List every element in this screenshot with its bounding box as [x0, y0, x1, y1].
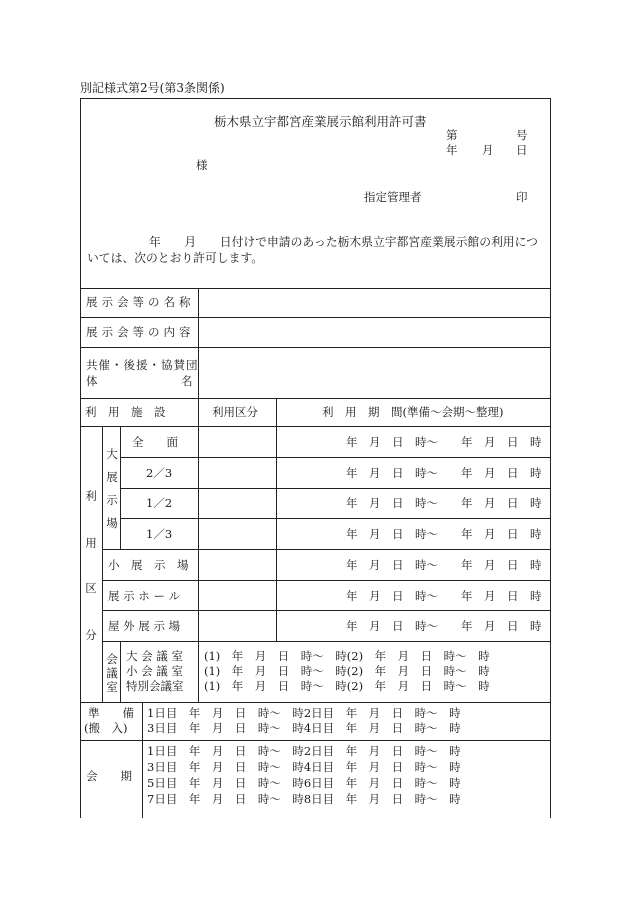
meeting-room-char-3: 室	[106, 680, 118, 694]
period-large-one-third: 年 月 日 時～ 年 月 日 時	[346, 527, 542, 541]
session-line-3: 5日目 年 月 日 時～ 時6日目 年 月 日 時～ 時	[147, 776, 461, 790]
row-label-exhibition-content: 展示会等の内容	[86, 325, 195, 339]
period-large-full: 年 月 日 時～ 年 月 日 時	[346, 435, 542, 449]
preparation-line-2: 3日目 年 月 日 時～ 時4日目 年 月 日 時～ 時	[147, 721, 461, 735]
date-year: 年	[446, 143, 458, 157]
addressee-suffix: 様	[196, 158, 208, 172]
session-line-4: 7日目 年 月 日 時～ 時8日目 年 月 日 時～ 時	[147, 792, 461, 806]
exhibition-hall: 展 示 ホ ー ル	[108, 589, 181, 603]
meeting-period-large: (1) 年 月 日 時～ 時(2) 年 月 日 時～ 時	[204, 649, 490, 663]
large-hall-two-thirds: 2／3	[146, 466, 173, 480]
period-large-half: 年 月 日 時～ 年 月 日 時	[346, 496, 542, 510]
usage-category-char-2: 用	[85, 536, 97, 550]
number-go: 号	[516, 128, 528, 142]
manager-label: 指定管理者	[364, 190, 422, 204]
large-hall-char-2: 展	[106, 470, 118, 484]
seal-mark: 印	[516, 190, 528, 204]
large-hall-char-3: 示	[106, 493, 118, 507]
large-hall-full: 全 面	[132, 435, 178, 449]
outdoor-exhibition: 屋 外 展 示 場	[108, 619, 181, 633]
usage-category-char-3: 区	[85, 581, 97, 595]
date-month: 月	[482, 143, 494, 157]
row-label-sponsor-2a: 体	[86, 374, 98, 388]
meeting-room-large: 大 会 議 室	[126, 649, 183, 663]
session-line-2: 3日目 年 月 日 時～ 時4日目 年 月 日 時～ 時	[147, 760, 461, 774]
meeting-room-char-1: 会	[106, 652, 118, 666]
usage-category-char-1: 利	[85, 489, 97, 503]
session-label: 会 期	[86, 769, 132, 783]
body-text-line-2: いては、次のとおり許可します。	[87, 251, 264, 265]
large-hall-one-third: 1／3	[146, 527, 173, 541]
meeting-period-special: (1) 年 月 日 時～ 時(2) 年 月 日 時～ 時	[204, 679, 490, 693]
date-day: 日	[516, 143, 528, 157]
header-facility: 利 用 施 設	[85, 405, 166, 419]
number-dai: 第	[446, 128, 458, 142]
row-label-exhibition-name: 展示会等の名称	[86, 295, 195, 309]
large-hall-char-1: 大	[106, 447, 118, 461]
body-text-line-1: 年 月 日付けで申請のあった栃木県立宇都宮産業展示館の利用につ	[149, 235, 538, 249]
form-label: 別記様式第2号(第3条関係)	[80, 81, 225, 95]
meeting-room-small: 小 会 議 室	[126, 664, 183, 678]
period-exhibition-hall: 年 月 日 時～ 年 月 日 時	[346, 589, 542, 603]
session-line-1: 1日目 年 月 日 時～ 時2日目 年 月 日 時～ 時	[147, 744, 461, 758]
large-hall-half: 1／2	[146, 496, 173, 510]
period-small-hall: 年 月 日 時～ 年 月 日 時	[346, 558, 542, 572]
meeting-room-char-2: 議	[106, 666, 118, 680]
meeting-room-special: 特別会議室	[126, 679, 184, 693]
period-outdoor: 年 月 日 時～ 年 月 日 時	[346, 619, 542, 633]
meeting-period-small: (1) 年 月 日 時～ 時(2) 年 月 日 時～ 時	[204, 664, 490, 678]
large-hall-char-4: 場	[106, 516, 118, 530]
row-label-sponsor-2b: 名	[181, 374, 193, 388]
usage-category-char-4: 分	[85, 628, 97, 642]
preparation-line-1: 1日目 年 月 日 時～ 時2日目 年 月 日 時～ 時	[147, 706, 461, 720]
preparation-label-2: (搬 入)	[84, 721, 128, 735]
document-title: 栃木県立宇都宮産業展示館利用許可書	[214, 114, 427, 129]
small-exhibition-hall: 小 展 示 場	[108, 558, 189, 572]
header-period: 利 用 期 間(準備～会期～整理)	[322, 405, 504, 419]
period-large-two-thirds: 年 月 日 時～ 年 月 日 時	[346, 466, 542, 480]
preparation-label-1: 準 備	[88, 706, 134, 720]
header-category: 利用区分	[212, 405, 258, 419]
row-label-sponsor-1: 共催・後援・協賛団	[86, 358, 199, 372]
